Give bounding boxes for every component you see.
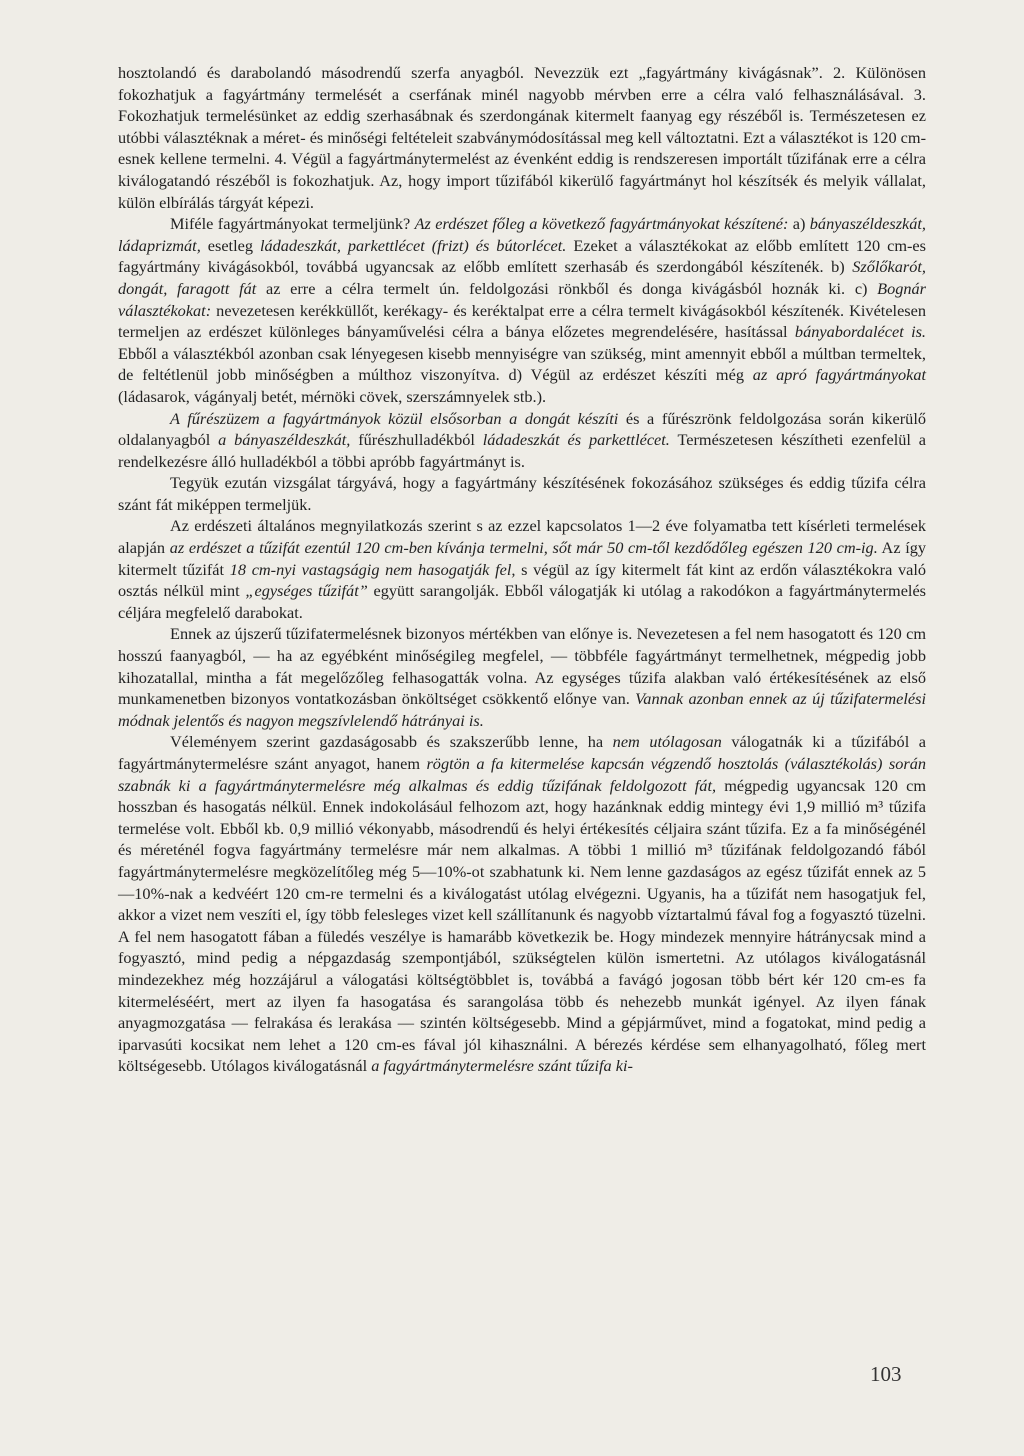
italic-text-segment: ládadeszkát, parkettlécet (frizt) és bútorlécet.	[259, 235, 567, 255]
italic-text-segment: rögtön a fa kitermelése kapcsán végzendő hosztolás (választékolás) során szabnák ki a fagyártmánytermelésre még alkalmas és eddig tűzifának feldolgozott fát,	[118, 754, 926, 795]
paragraph	[118, 515, 926, 623]
italic-text-segment: Bognár választékokat:	[118, 278, 926, 320]
italic-text-segment: Szőlőkarót, dongát, faragott fát	[118, 257, 926, 298]
text-segment: a)	[792, 214, 810, 234]
text-segment: Tegyük ezután vizsgálat tárgyává, hogy a fagyártmány készítésének fokozásához szükséges és eddig tűzifa célra szánt fát miképpen termeljük.	[118, 473, 926, 514]
text-segment: válogatnák ki a tűzifából a fagyártmánytermelésre szánt anyagot, hanem	[118, 732, 927, 773]
text-segment: hosztolandó és darabolandó másodrendű szerfa anyagból. Nevezzük ezt „fagyártmány kivágásnak”. 2. Különösen fokozhatjuk a fagyártmány termelését a cserfának minél nagyobb mérvben erre a célra való felhasználásával. 3. Fokozhatjuk termelésünket az eddig szerhasábnak és szerdongának kitermelt faanyag egy részéből is. Természetesen ez utóbbi választéknak a méret- és minőségi feltételeit szabványmódosítással meg kell változtatni. Ezt a választékot is 120 cm-esnek kellene termelni. 4. Végül a fagyártmánytermelést az évenként eddig is rendszeresen importált tűzifának erre a célra kiválogatandó részéből is fokozhatjuk. Az, hogy import tűzifából kikerülő fagyártmányt hol készítsék és melyik vállalat, külön elbírálás tárgyát képezi.	[118, 63, 926, 212]
italic-text-segment: Az erdészet főleg a következő fagyártmányokat készítené:	[414, 214, 793, 234]
italic-text-segment: „egységes tűzifát”	[245, 581, 368, 601]
text-segment: (ládasarok, vágányalj betét, mérnöki cövek, szerszámnyelek stb.).	[118, 386, 547, 406]
body-text	[118, 62, 926, 1077]
italic-text-segment: a bányaszéldeszkát,	[218, 430, 351, 450]
italic-text-segment: bányaszéldeszkát, ládaprizmát,	[118, 214, 926, 255]
text-segment: az erre a célra termelt ún. feldolgozási rönkből és donga kivágásból hoznák ki. c)	[256, 278, 878, 298]
text-segment: Az erdészeti általános megnyilatkozás szerint s az ezzel kapcsolatos 1—2 éve folyamatba tett kísérleti termelések alapján	[118, 516, 926, 558]
italic-text-segment: Vannak azonban ennek az új tűzifatermelési módnak jelentős és nagyon megszívlelendő hátrányai is.	[118, 689, 926, 730]
italic-text-segment: 18 cm-nyi vastagságig nem hasogatják fel,	[229, 559, 516, 579]
text-segment: Természetesen készítheti ezenfelül a rendelkezésre álló hulladékból a többi apróbb fagyártmányt is.	[118, 430, 926, 471]
text-segment: Ennek az újszerű tűzifatermelésnek bizonyos mértékben van előnye is. Nevezetesen a fel nem hasogatott és 120 cm hosszú faanyagból, — ha az egyébként minőségileg megfelel, — többféle fagyártmányt termelhetnek, mégpedig jobb kihozatallal, mintha a fát megelőzőleg felhasogatták volna. Az egységes tűzifa alakban való értékesítésének az első munkamenetben bizonyos vontatkozásban önköltséget csökkentő előnye van.	[118, 624, 926, 709]
italic-text-segment: az apró fagyártmányokat	[752, 365, 927, 385]
text-segment: Véleményem szerint gazdaságosabb és szakszerűbb lenne, ha	[170, 732, 613, 752]
text-segment: nevezetesen kerékküllőt, kerékagy- és keréktalpat erre a célra termelt kivágásokból készítenék. Kivételesen termeljen az erdészet különleges bányaművelési célra a bánya előzetes megrendelésére, hasítással	[118, 300, 927, 342]
text-segment: Ezeket a választékokat az előbb említett 120 cm-es fagyártmány kivágásokból, továbbá ugyancsak az előbb említett szerhasáb és szerdongából készítenék. b)	[118, 235, 926, 277]
paragraph	[118, 213, 926, 407]
paragraph	[118, 62, 926, 213]
text-segment: együtt sarangolják. Ebből válogatják ki utólag a rakodókon a fagyártmánytermelés céljára megfelelő darabokat.	[118, 581, 927, 622]
paragraph	[118, 731, 926, 1077]
text-segment: s végül az így kitermelt fát kint az erdőn választékokra való osztás nélkül mint	[118, 559, 927, 601]
italic-text-segment: A fűrészüzem a fagyártmányok közül elsősorban a dongát készíti	[170, 408, 619, 428]
text-segment: mégpedig ugyancsak 120 cm hosszban és hasogatás nélkül. Ennek indokolásául felhozom azt, hogy hazánknak eddig mintegy évi 1,9 millió m³ tűzifa termelése volt. Ebből kb. 0,9 millió vékonyabb, másodrendű és helyi értékesítés céljaira szánt tűzifa. Ez a fa minőségénél és méreténél fogva fagyártmány termelésre már nem alkalmas. A többi 1 millió m³ tűzifának feldolgozandó fából fagyártmánytermelésre megközelítőleg még 5—10%-ot szabhatunk ki. Nem lenne gazdaságos az egész tűzifát ennek az 5—10%-nak a kedvéért 120 cm-re termelni és a kiválogatást utólag elvégezni. Ugyanis, ha a tűzifát nem hasogatjuk fel, akkor a vizet nem veszíti el, így több felesleges vizet kell szállítanunk és nagyobb víztartalmú fával fog a fogyasztó tüzelni. A fel nem hasogatott fában a füledés veszélye is hamarább következik be. Hogy mindezek mennyire hátránycsak mind a fogyasztó, mind pedig a népgazdaság szempontjából, szükségtelen külön ismertetni. Az utólagos kiválogatásnál mindezekhez még hozzájárul a válogatási költségtöbblet is, továbbá a favágó jogosan több bért kér 120 cm-es fa kitermeléséért, mert az ilyen fa hasogatása és sarangolása több és nehezebb munkát igényel. Az ilyen fának anyagmozgatása — felrakása és lerakása — szintén költségesebb. Mind a gépjárművet, mind a fogatokat, mind pedig a iparvasúti kocsikat nem lehet a 120 cm-es fával jól kihasználni. A bérezés kérdése sem elhanyagolható, főleg mert költségesebb. Utólagos kiválogatásnál	[118, 775, 926, 1076]
text-segment: Az így kitermelt tűzifát	[118, 538, 927, 579]
italic-text-segment: nem utólagosan	[612, 732, 722, 752]
paragraph	[118, 408, 926, 473]
text-segment: és a fűrészrönk feldolgozása során kikerülő oldalanyagból	[118, 408, 926, 450]
text-segment: Ebből a választékból azonban csak lényegesen kisebb mennyiségre van szükség, mint amennyit ebből a múltban termeltek, de feltétlenül jobb minőségben a múlthoz viszonyítva. d) Végül az erdészet készíti még	[118, 343, 926, 385]
italic-text-segment: bányabordalécet is.	[794, 322, 926, 342]
text-segment: fűrészhulladékból	[350, 430, 483, 450]
paragraph	[118, 472, 926, 515]
italic-text-segment: a fagyártmánytermelésre szánt tűzifa ki-	[371, 1056, 633, 1076]
text-segment: Miféle fagyártmányokat termeljünk?	[170, 214, 415, 234]
text-segment: esetleg	[207, 235, 260, 255]
italic-text-segment: ládadeszkát és parkettlécet.	[482, 430, 670, 450]
italic-text-segment: az erdészet a tűzifát ezentúl 120 cm-ben kívánja termelni, sőt már 50 cm-től kezdődőleg egészen 120 cm-ig.	[169, 538, 878, 558]
paragraph	[118, 623, 926, 731]
page-number: 103	[870, 1362, 902, 1386]
